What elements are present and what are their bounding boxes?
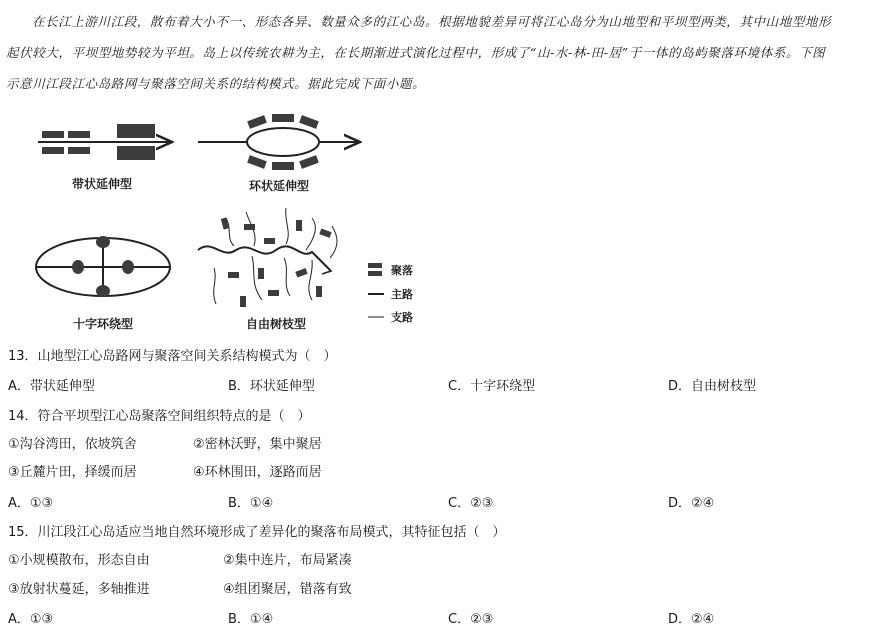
q14-option-a[interactable]: A．①③ [8, 496, 54, 511]
strip-extension-pattern [38, 124, 172, 191]
q15-item-2: ②集中连片，布局紧凑 [223, 553, 352, 568]
legend [368, 263, 413, 324]
q15-item-4: ④组团聚居，错落有致 [223, 582, 352, 597]
intro-paragraph [6, 6, 886, 99]
q15-item-3: ③放射状蔓延，多轴推进 [8, 582, 150, 597]
road-settlement-diagram [0, 100, 440, 335]
q14-option-b[interactable]: B．①④ [228, 496, 274, 511]
q15-option-b[interactable]: B．①④ [228, 612, 274, 627]
q13-option-b[interactable]: B．环状延伸型 [228, 379, 315, 394]
free-branch-label: 自由树枝型 [245, 317, 307, 331]
q14-option-c[interactable]: C．②③ [448, 496, 494, 511]
legend-main-road-label: 主路 [391, 288, 413, 301]
q14-stem: 14．符合平坝型江心岛聚落空间组织特点的是（ ） [8, 409, 311, 424]
q14-item-2: ②密林沃野，集中聚居 [193, 437, 322, 452]
intro-line-3: 示意川江段江心岛路网与聚落空间关系的结构模式。据此完成下面小题。 [6, 76, 426, 91]
intro-line-2: 起伏较大，平坝型地势较为平坦。岛上以传统农耕为主，在长期渐进式演化过程中，形成了“山-水-林-田-居”于一体的岛屿聚落环境体系。下图 [6, 45, 826, 60]
q15-option-c[interactable]: C．②③ [448, 612, 494, 627]
q14-item-1: ①沟谷湾田，依坡筑舍 [8, 437, 137, 452]
q13-option-c[interactable]: C．十字环绕型 [448, 379, 536, 394]
legend-settlement-label: 聚落 [391, 264, 413, 277]
legend-settlement-swatch [368, 263, 382, 268]
q15-stem: 15．川江段江心岛适应当地自然环境形成了差异化的聚落布局模式，其特征包括（ ） [8, 525, 506, 540]
free-branch-pattern [198, 208, 337, 331]
q14-item-4: ④环林围田，逐路而居 [193, 465, 322, 480]
ring-extension-label: 环状延伸型 [248, 179, 310, 193]
intro-line-1: 在长江上游川江段，散布着大小不一、形态各异、数量众多的江心岛。根据地貌差异可将江心岛分为山地型和平坝型两类，其中山地型地形 [32, 14, 832, 29]
cross-surround-label: 十字环绕型 [72, 317, 134, 331]
q14-option-d[interactable]: D．②④ [668, 496, 715, 511]
q15-option-a[interactable]: A．①③ [8, 612, 54, 627]
q15-option-d[interactable]: D．②④ [668, 612, 715, 627]
q13-stem: 13．山地型江心岛路网与聚落空间关系结构模式为（ ） [8, 349, 337, 364]
q15-item-1: ①小规模散布，形态自由 [8, 553, 150, 568]
q13-option-d[interactable]: D．自由树枝型 [668, 379, 757, 394]
cross-surround-pattern [36, 236, 170, 331]
strip-extension-label: 带状延伸型 [71, 177, 133, 191]
ring-extension-pattern [198, 114, 360, 193]
q13-option-a[interactable]: A．带状延伸型 [8, 379, 95, 394]
q14-item-3: ③丘麓片田，择缓而居 [8, 465, 137, 480]
legend-branch-road-label: 支路 [391, 311, 413, 324]
